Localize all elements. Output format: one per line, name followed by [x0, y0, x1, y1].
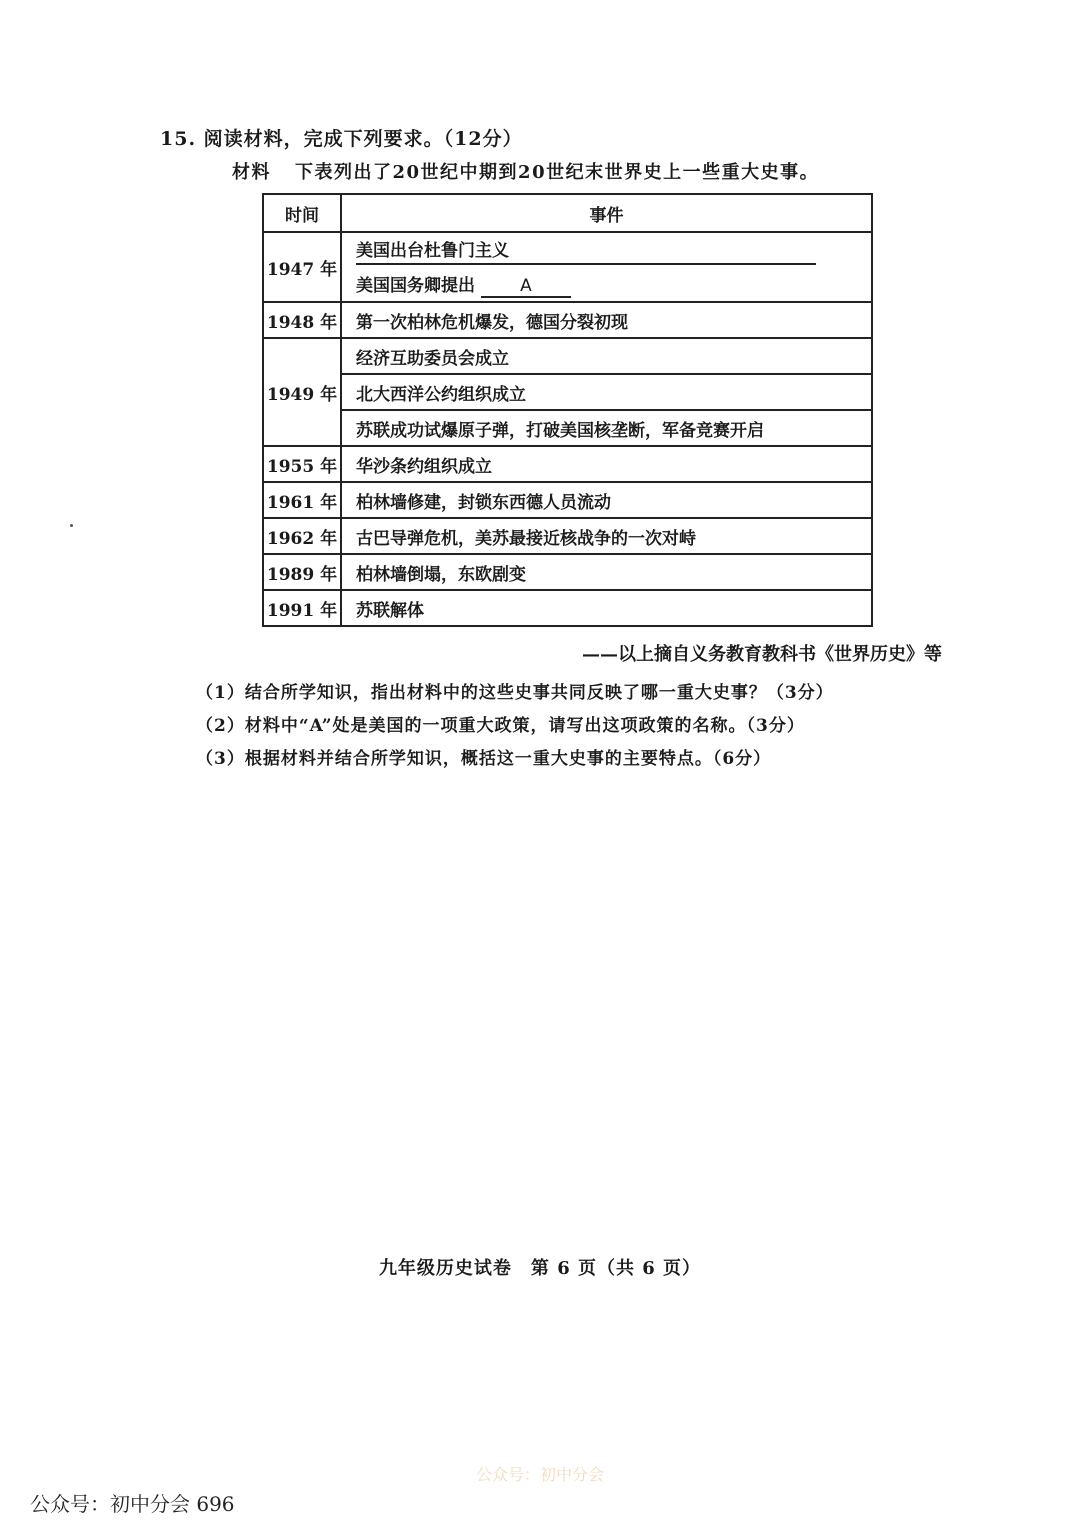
event-cell: 华沙条约组织成立: [341, 446, 872, 482]
table-row: [263, 338, 872, 374]
event-cell: 苏联成功试爆原子弹，打破美国核垄断，军备竞赛开启: [341, 410, 872, 446]
sub-question-1: （1）结合所学知识，指出材料中的这些史事共同反映了哪一重大史事？（3分）: [196, 683, 834, 703]
event-cell: 第一次柏林危机爆发，德国分裂初现: [341, 302, 872, 338]
header-event: 事件: [341, 194, 872, 232]
year-cell: 1949 年: [263, 338, 341, 446]
event-cell: 经济互助委员会成立: [341, 338, 872, 374]
table-row: [263, 482, 872, 518]
event-cell: [341, 267, 872, 302]
year-cell: 1989 年: [263, 554, 341, 590]
event-text: 美国出台杜鲁门主义: [356, 236, 816, 265]
watermark-bottom-left: 公众号：初中分会 696: [30, 1492, 235, 1516]
table-row: [263, 374, 872, 410]
table-row: [263, 267, 872, 302]
event-cell: 柏林墙倒塌，东欧剧变: [341, 554, 872, 590]
year-cell: 1947 年: [263, 232, 341, 302]
table-row: [263, 410, 872, 446]
event-cell: 苏联解体: [341, 590, 872, 626]
table-row: [263, 302, 872, 338]
answer-blank-a: A: [481, 276, 571, 298]
sub-question-3: （3）根据材料并结合所学知识，概括这一重大史事的主要特点。（6分）: [196, 749, 772, 769]
table-row: [263, 590, 872, 626]
table-header-row: [263, 194, 872, 232]
table-row: [263, 232, 872, 267]
year-cell: 1955 年: [263, 446, 341, 482]
year-cell: 1991 年: [263, 590, 341, 626]
question-title: 15. 阅读材料，完成下列要求。（12分）: [160, 128, 523, 150]
event-cell: 古巴导弹危机，美苏最接近核战争的一次对峙: [341, 518, 872, 554]
event-text: 美国国务卿提出: [356, 275, 475, 296]
events-table: [262, 193, 873, 627]
watermark-center: 公众号：初中分会: [475, 1465, 604, 1484]
source-citation: ——以上摘自义务教育教科书《世界历史》等: [582, 644, 942, 665]
material-label: 材料: [232, 162, 271, 183]
year-cell: 1962 年: [263, 518, 341, 554]
event-cell: 北大西洋公约组织成立: [341, 374, 872, 410]
sub-question-2: （2）材料中“A”处是美国的一项重大政策，请写出这项政策的名称。（3分）: [196, 716, 805, 736]
event-cell: 柏林墙修建，封锁东西德人员流动: [341, 482, 872, 518]
year-cell: 1948 年: [263, 302, 341, 338]
table-row: [263, 446, 872, 482]
material-intro: [232, 158, 819, 184]
page-footer: 九年级历史试卷 第 6 页（共 6 页）: [378, 1258, 702, 1279]
event-cell: [341, 232, 872, 267]
table-row: [263, 554, 872, 590]
scan-speck: [70, 524, 73, 527]
material-text: 下表列出了20世纪中期到20世纪末世界史上一些重大史事。: [295, 162, 820, 183]
year-cell: 1961 年: [263, 482, 341, 518]
table-row: [263, 518, 872, 554]
header-time: 时间: [263, 194, 341, 232]
